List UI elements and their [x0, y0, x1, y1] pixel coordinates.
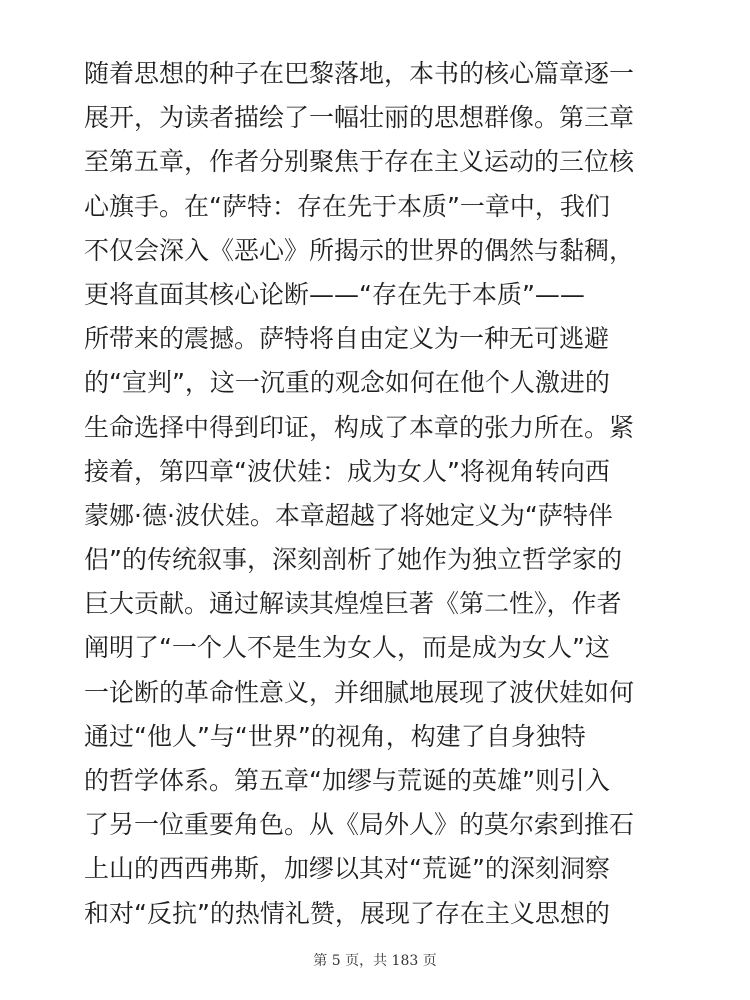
- text-line: 阐明了“一个人不是生为女人，而是成为女人”这: [84, 633, 610, 663]
- page-number-footer: 第 5 页，共 183 页: [313, 953, 437, 969]
- text-line: 至第五章，作者分别聚焦于存在主义运动的三位核: [84, 147, 635, 177]
- text-line: 巨大贡献。通过解读其煌煌巨著《第二性》，作者: [84, 589, 622, 619]
- text-line: 展开，为读者描绘了一幅壮丽的思想群像。第三章: [84, 103, 635, 133]
- text-line: 了另一位重要角色。从《局外人》的莫尔索到推石: [84, 810, 635, 840]
- text-line: 的“宣判”，这一沉重的观念如何在他个人激进的: [84, 368, 610, 398]
- text-line: 的哲学体系。第五章“加缪与荒诞的英雄”则引入: [84, 766, 610, 795]
- text-line: 随着思想的种子在巴黎落地，本书的核心篇章逐一: [84, 59, 635, 88]
- text-line: 更将直面其核心论断——“存在先于本质”——: [84, 279, 585, 309]
- text-line: 和对“反抗”的热情礼赞，展现了存在主义思想的: [84, 898, 610, 928]
- body-paragraph: [84, 52, 684, 936]
- text-line: 生命选择中得到印证，构成了本章的张力所在。紧: [84, 412, 635, 442]
- text-line: 上山的西西弗斯，加缪以其对“荒诞”的深刻洞察: [84, 854, 610, 884]
- text-line: 不仅会深入《恶心》所揭示的世界的偶然与黏稠，: [84, 235, 635, 265]
- text-line: 所带来的震撼。萨特将自由定义为一种无可逃避: [84, 324, 610, 354]
- text-line: 一论断的革命性意义，并细腻地展现了波伏娃如何: [84, 677, 635, 707]
- text-line: 心旗手。在“萨特：存在先于本质”一章中，我们: [84, 191, 610, 221]
- text-line: 接着，第四章“波伏娃：成为女人”将视角转向西: [84, 456, 610, 486]
- text-line: 蒙娜·德·波伏娃。本章超越了将她定义为“萨特伴: [84, 500, 613, 530]
- text-line: 通过“他人”与“世界”的视角，构建了自身独特: [84, 721, 586, 751]
- text-line: 侣”的传统叙事，深刻剖析了她作为独立哲学家的: [84, 545, 622, 575]
